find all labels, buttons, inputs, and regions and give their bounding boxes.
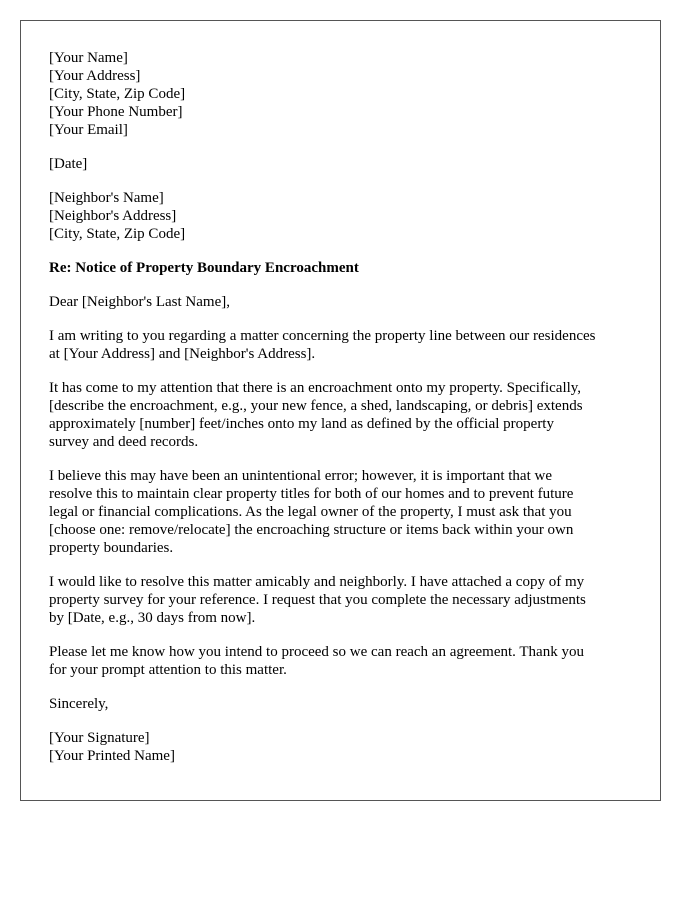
- subject-line: Re: Notice of Property Boundary Encroachment: [49, 260, 359, 276]
- recipient-name: [Neighbor's Name]: [49, 190, 164, 206]
- paragraph-line: property survey for your reference. I request that you complete the necessary adjustments: [49, 592, 586, 608]
- sender-email: [Your Email]: [49, 122, 128, 138]
- paragraph-line: property boundaries.: [49, 540, 174, 556]
- letter-content: [49, 49, 650, 781]
- paragraph-line: Please let me know how you intend to proceed so we can reach an agreement. Thank you: [49, 644, 584, 660]
- closing: Sincerely,: [49, 696, 109, 712]
- body-paragraph-4: [49, 573, 650, 627]
- body-paragraph-3: [49, 467, 650, 557]
- paragraph-line: I would like to resolve this matter amicably and neighborly. I have attached a copy of my: [49, 574, 585, 590]
- sender-name: [Your Name]: [49, 50, 128, 66]
- printed-name: [Your Printed Name]: [49, 748, 175, 764]
- paragraph-line: approximately [number] feet/inches onto my land as defined by the official property: [49, 416, 554, 432]
- signature-block: [49, 729, 650, 765]
- sender-city-state-zip: [City, State, Zip Code]: [49, 86, 186, 102]
- paragraph-line: by [Date, e.g., 30 days from now].: [49, 610, 256, 626]
- body-paragraph-1: [49, 327, 650, 363]
- paragraph-line: It has come to my attention that there is an encroachment onto my property. Specifically,: [49, 380, 582, 396]
- paragraph-line: [choose one: remove/relocate] the encroaching structure or items back within your own: [49, 522, 574, 538]
- paragraph-line: survey and deed records.: [49, 434, 199, 450]
- salutation: Dear [Neighbor's Last Name],: [49, 294, 230, 310]
- sender-address-block: [49, 49, 650, 139]
- paragraph-line: legal or financial complications. As the legal owner of the property, I must ask that you: [49, 504, 572, 520]
- recipient-address: [Neighbor's Address]: [49, 208, 177, 224]
- paragraph-line: for your prompt attention to this matter.: [49, 662, 287, 678]
- paragraph-line: at [Your Address] and [Neighbor's Address].: [49, 346, 316, 362]
- paragraph-line: I am writing to you regarding a matter concerning the property line between our residences: [49, 328, 596, 344]
- paragraph-line: [describe the encroachment, e.g., your new fence, a shed, landscaping, or debris] extends: [49, 398, 583, 414]
- body-paragraph-5: [49, 643, 650, 679]
- sender-phone: [Your Phone Number]: [49, 104, 183, 120]
- paragraph-line: I believe this may have been an unintentional error; however, it is important that we: [49, 468, 552, 484]
- letter-page: [20, 20, 661, 801]
- recipient-address-block: [49, 189, 650, 243]
- paragraph-line: resolve this to maintain clear property titles for both of our homes and to prevent future: [49, 486, 574, 502]
- recipient-city-state-zip: [City, State, Zip Code]: [49, 226, 186, 242]
- body-paragraph-2: [49, 379, 650, 451]
- letter-date: [Date]: [49, 156, 88, 172]
- sender-address: [Your Address]: [49, 68, 141, 84]
- signature: [Your Signature]: [49, 730, 150, 746]
- date-block: [49, 155, 650, 173]
